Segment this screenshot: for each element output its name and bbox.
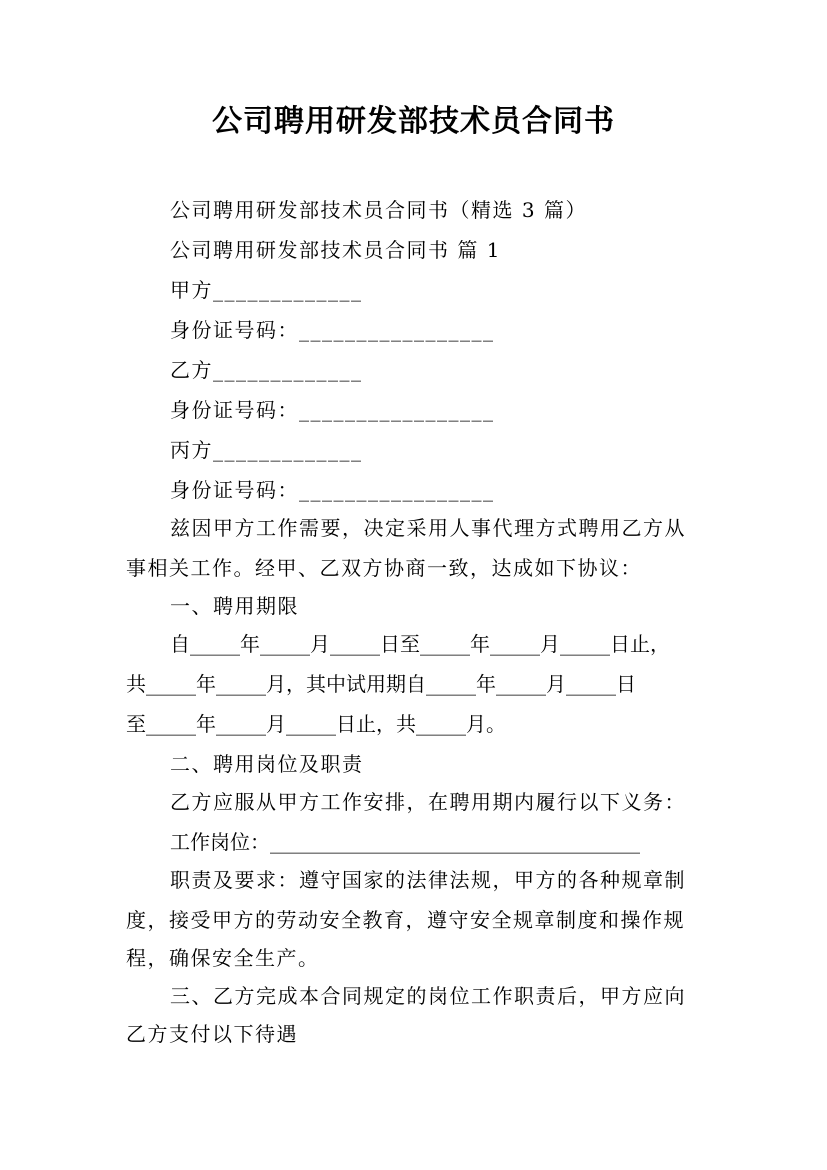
clause-heading: 二、聘用岗位及职责 bbox=[170, 752, 364, 776]
clause-heading: 一、聘用期限 bbox=[170, 594, 299, 618]
party-b-line: 乙方_____________ bbox=[170, 358, 363, 382]
party-a-line: 甲方_____________ bbox=[170, 278, 363, 302]
party-c-line: 丙方_____________ bbox=[170, 438, 363, 462]
paragraph-line: 兹因甲方工作需要，决定采用人事代理方式聘用乙方从 bbox=[170, 516, 686, 540]
paragraph-line: 程，确保安全生产。 bbox=[126, 946, 320, 970]
paragraph-line: 乙方支付以下待遇 bbox=[126, 1022, 298, 1046]
paragraph-line: 事相关工作。经甲、乙双方协商一致，达成如下协议： bbox=[126, 556, 642, 580]
clause-heading: 三、乙方完成本合同规定的岗位工作职责后，甲方应向 bbox=[170, 984, 686, 1008]
subtitle-line: 公司聘用研发部技术员合同书（精选 3 篇） bbox=[170, 198, 587, 222]
paragraph-line: 度，接受甲方的劳动安全教育，遵守安全规章制度和操作规 bbox=[126, 908, 685, 932]
paragraph-line: 职责及要求：遵守国家的法律法规，甲方的各种规章制 bbox=[170, 868, 686, 892]
paragraph-line: 共_____年_____月，其中试用期自_____年_____月_____日 bbox=[126, 672, 636, 696]
job-position-line: 工作岗位：_____________________________________ bbox=[170, 830, 640, 854]
party-a-id-line: 身份证号码：_________________ bbox=[170, 318, 495, 342]
document-title: 公司聘用研发部技术员合同书 bbox=[212, 104, 615, 139]
paragraph-line: 自_____年_____月_____日至_____年_____月_____日止， bbox=[170, 632, 670, 656]
paragraph-line: 乙方应服从甲方工作安排，在聘用期内履行以下义务： bbox=[170, 790, 686, 814]
party-b-id-line: 身份证号码：_________________ bbox=[170, 398, 495, 422]
paragraph-line: 至_____年_____月_____日止，共_____月。 bbox=[126, 712, 506, 736]
section-heading: 公司聘用研发部技术员合同书 篇 1 bbox=[170, 238, 501, 262]
party-c-id-line: 身份证号码：_________________ bbox=[170, 478, 495, 502]
